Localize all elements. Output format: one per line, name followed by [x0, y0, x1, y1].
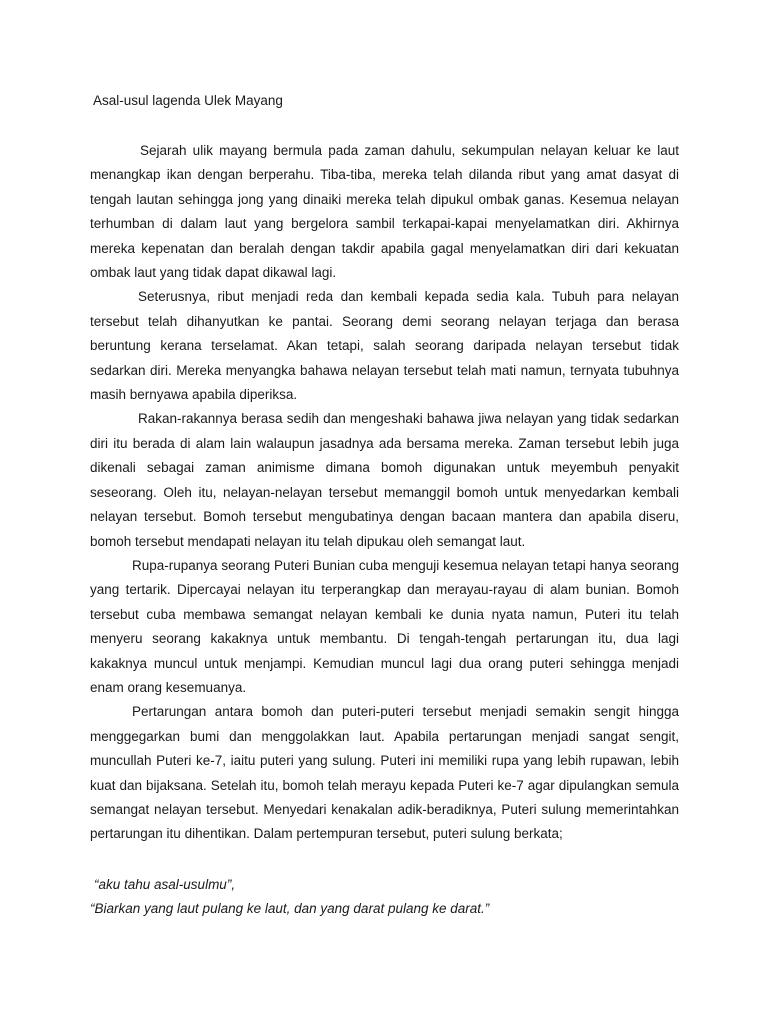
paragraph-2: Seterusnya, ribut menjadi reda dan kembali kepada sedia kala. Tubuh para nelayan tersebut telah dihanyutkan ke pantai. Seorang demi seorang nelayan terjaga dan berasa beruntung kerana terselamat. Akan tetapi, salah seorang daripada nelayan tersebut tidak sedarkan diri. Mereka menyangka bahawa nelayan tersebut telah mati namun, ternyata tubuhnya masih bernyawa apabila diperiksa. [90, 289, 679, 403]
quote-line-2: “Biarkan yang laut pulang ke laut, dan yang darat pulang ke darat.” [90, 901, 490, 917]
document-title: Asal-usul lagenda Ulek Mayang [93, 93, 283, 108]
paragraph-3: Rakan-rakannya berasa sedih dan mengeshaki bahawa jiwa nelayan yang tidak sedarkan diri itu berada di alam lain walaupun jasadnya ada bersama mereka. Zaman tersebut lebih juga dikenali sebagai zaman animisme dimana bomoh digunakan untuk meyembuh penyakit seseorang. Oleh itu, nelayan-nelayan tersebut memanggil bomoh untuk menyedarkan kembali nelayan tersebut. Bomoh tersebut mengubatinya dengan bacaan mantera dan apabila diseru, bomoh tersebut mendapati nelayan itu telah dipukau oleh semangat laut. [90, 411, 679, 549]
paragraph-1: Sejarah ulik mayang bermula pada zaman dahulu, sekumpulan nelayan keluar ke laut menangkap ikan dengan berperahu. Tiba-tiba, mereka telah dilanda ribut yang amat dasyat di tengah lautan sehingga jong yang dinaiki mereka telah dipukul ombak ganas. Kesemua nelayan terhumban di dalam laut yang bergelora sambil terkapai-kapai menyelamatkan diri. Akhirnya mereka kepenatan dan beralah dengan takdir apabila gagal menyelamatkan diri dari kekuatan ombak laut yang tidak dapat dikawal lagi. [90, 143, 679, 281]
closing-quote [90, 873, 489, 922]
document-body [90, 139, 679, 847]
paragraph-5: Pertarungan antara bomoh dan puteri-puteri tersebut menjadi semakin sengit hingga menggegarkan bumi dan menggolakkan laut. Apabila pertarungan menjadi sangat sengit, muncullah Puteri ke-7, iaitu puteri yang sulung. Puteri ini memiliki rupa yang lebih rupawan, lebih kuat dan bijaksana. Setelah itu, bomoh telah merayu kepada Puteri ke-7 agar dipulangkan semula semangat nelayan tersebut. Menyedari kenakalan adik-beradiknya, Puteri sulung memerintahkan pertarungan itu dihentikan. Dalam pertempuran tersebut, puteri sulung berkata; [90, 704, 679, 842]
paragraph-4: Rupa-rupanya seorang Puteri Bunian cuba menguji kesemua nelayan tetapi hanya seorang yang tertarik. Dipercayai nelayan itu terperangkap dan merayau-rayau di alam bunian. Bomoh tersebut cuba membawa semangat nelayan kembali ke dunia nyata namun, Puteri itu telah menyeru seorang kakaknya untuk membantu. Di tengah-tengah pertarungan itu, dua lagi kakaknya muncul untuk menjampi. Kemudian muncul lagi dua orang puteri sehingga menjadi enam orang kesemuanya. [90, 557, 679, 695]
quote-line-1: “aku tahu asal-usulmu”, [94, 877, 236, 892]
